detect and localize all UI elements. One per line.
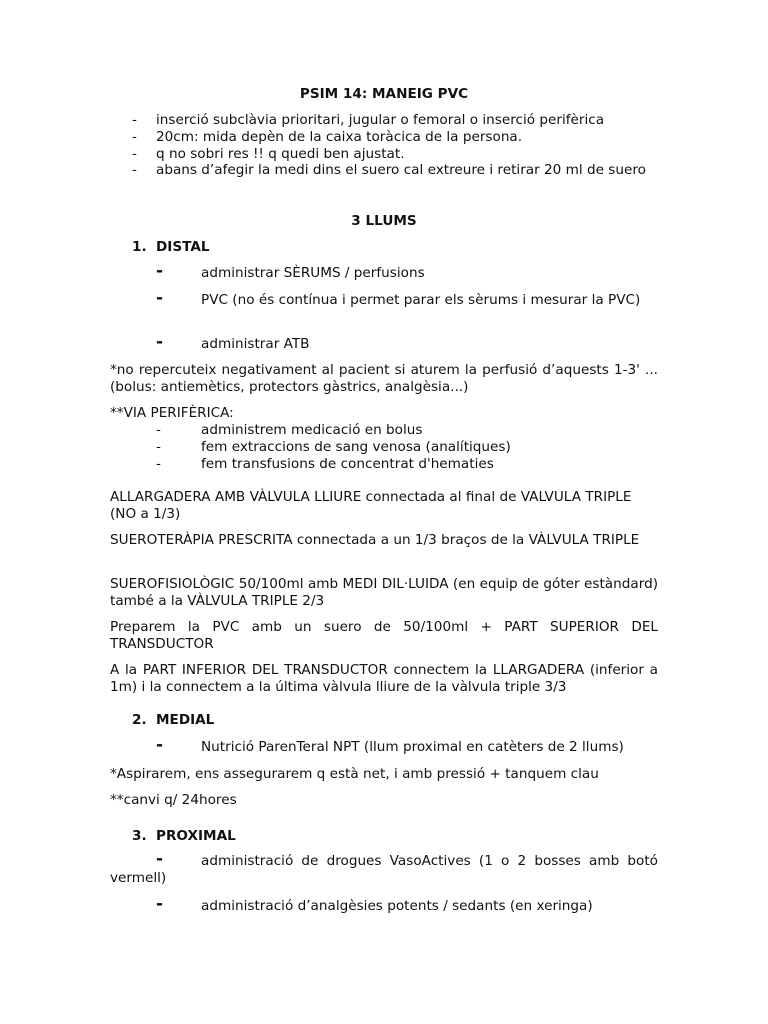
- medial-note: *Aspirarem, ens assegurarem q està net, i amb pressió + tanquem clau: [110, 766, 599, 782]
- bullet-dash: -: [132, 112, 137, 128]
- distal-item: [110, 288, 658, 309]
- paragraph: ALLARGADERA AMB VÀLVULA LLIURE connectada al final de VALVULA TRIPLE (NO a 1/3): [110, 489, 632, 522]
- heading-number: 2.: [132, 712, 147, 728]
- proximal-item: [110, 894, 658, 915]
- section-title: 3 LLUMS: [351, 213, 417, 229]
- distal-item: [110, 332, 658, 353]
- item-dash: -: [156, 439, 161, 455]
- paragraph: Preparem la PVC amb un suero de 50/100ml + PART SUPERIOR DEL TRANSDUCTOR: [110, 619, 658, 652]
- bullet-text: abans d’afegir la medi dins el suero cal extreure i retirar 20 ml de suero: [156, 162, 646, 178]
- proximal-item: [110, 849, 658, 887]
- item-text: administrar SÈRUMS / perfusions: [201, 265, 425, 281]
- heading-number: 1.: [132, 239, 147, 255]
- heading-proximal: [132, 828, 236, 845]
- distal-item: [110, 261, 658, 282]
- item-dash: -: [156, 422, 161, 438]
- bullet-dash: -: [132, 162, 137, 178]
- via-periferica-title: **VIA PERIFÈRICA:: [110, 405, 234, 421]
- item-text: Nutrició ParenTeral NPT (llum proximal en catèters de 2 llums): [201, 739, 624, 755]
- heading-number: 3.: [132, 828, 147, 844]
- item-text: administració de drogues VasoActives (1 o 2 bosses amb botó vermell): [110, 853, 658, 886]
- distal-note: *no repercuteix negativament al pacient si aturem la perfusió d’aquests 1-3' ... (bolus: antiemètics, protectors gàstrics, analgèsia...): [110, 362, 658, 395]
- item-dash: -: [156, 288, 164, 308]
- item-dash: -: [156, 735, 164, 755]
- item-dash: -: [156, 894, 164, 914]
- heading-label: MEDIAL: [156, 712, 215, 728]
- bullet-dash: -: [132, 129, 137, 145]
- item-dash: -: [156, 456, 161, 472]
- bullet-text: q no sobri res !! q quedi ben ajustat.: [156, 146, 405, 162]
- bullet-text: inserció subclàvia prioritari, jugular o femoral o inserció perifèrica: [156, 112, 605, 128]
- heading-label: PROXIMAL: [156, 828, 236, 844]
- heading-distal: [132, 239, 210, 256]
- item-dash: -: [156, 849, 164, 869]
- bullet-text: 20cm: mida depèn de la caixa toràcica de la persona.: [156, 129, 523, 145]
- item-text: fem extraccions de sang venosa (analítiques): [201, 439, 511, 455]
- medial-item: [110, 735, 658, 756]
- paragraph: A la PART INFERIOR DEL TRANSDUCTOR connectem la LLARGADERA (inferior a 1m) i la connectem a la última vàlvula lliure de la vàlvula triple 3/3: [110, 662, 658, 695]
- item-text: fem transfusions de concentrat d'hematies: [201, 456, 494, 472]
- medial-note: **canvi q/ 24hores: [110, 792, 237, 808]
- heading-medial: [132, 712, 214, 729]
- item-text: administrar ATB: [201, 336, 310, 352]
- page-title: PSIM 14: MANEIG PVC: [299, 86, 469, 102]
- paragraph: SUEROTERÀPIA PRESCRITA connectada a un 1/3 braços de la VÀLVULA TRIPLE: [110, 532, 640, 548]
- item-dash: -: [156, 332, 164, 352]
- paragraph: SUEROFISIOLÒGIC 50/100ml amb MEDI DIL·LUIDA (en equip de góter estàndard) també a la VÀLVULA TRIPLE 2/3: [110, 576, 658, 609]
- item-text: administrem medicació en bolus: [201, 422, 423, 438]
- heading-label: DISTAL: [156, 239, 210, 255]
- item-text: administració d’analgèsies potents / sedants (en xeringa): [201, 898, 593, 914]
- bullet-dash: -: [132, 146, 137, 162]
- item-text: PVC (no és contínua i permet parar els sèrums i mesurar la PVC): [201, 292, 641, 308]
- item-dash: -: [156, 261, 164, 281]
